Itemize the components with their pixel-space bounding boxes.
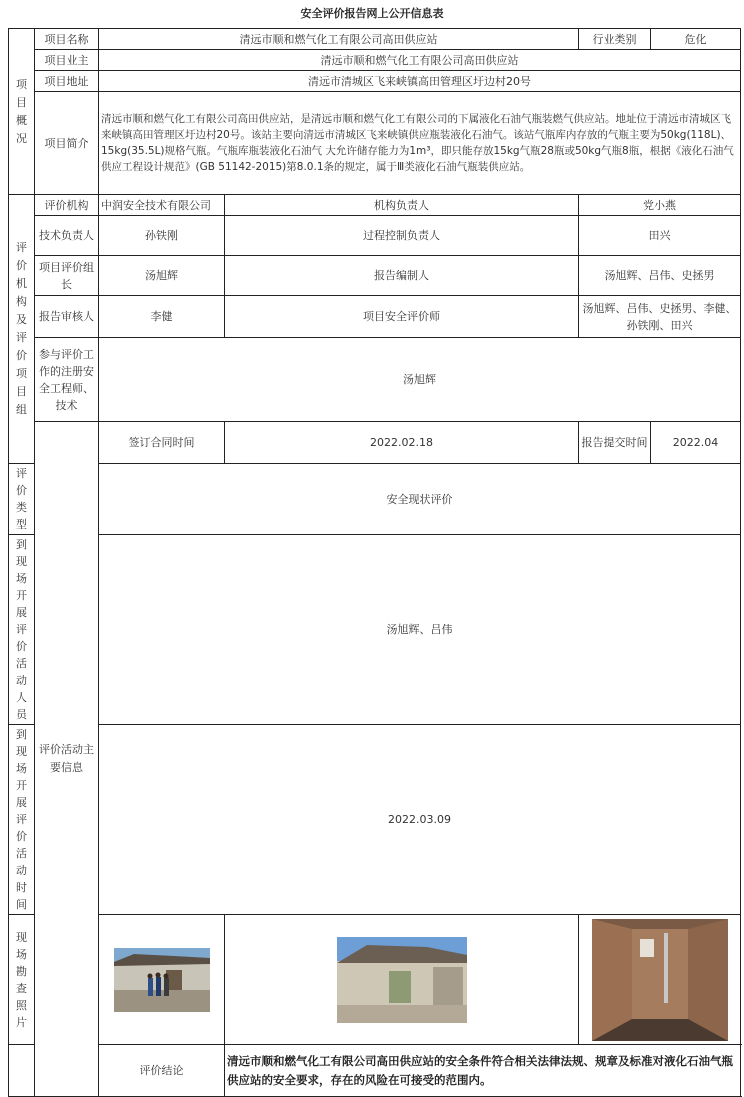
- agency-value: 中润安全技术有限公司: [99, 195, 225, 216]
- site-photo-1: [114, 948, 210, 1012]
- eval-type-value: 安全现状评价: [99, 464, 741, 535]
- project-name-value: 清远市顺和燃气化工有限公司高田供应站: [99, 29, 579, 50]
- photo-cell-1: [99, 915, 225, 1045]
- industry-label: 行业类别: [579, 29, 651, 50]
- agency-head-value: 党小燕: [579, 195, 741, 216]
- page-title: 安全评价报告网上公开信息表: [300, 7, 444, 20]
- industry-value: 危化: [651, 29, 741, 50]
- contract-label: 签订合同时间: [99, 422, 225, 464]
- site-photo-2: [337, 937, 467, 1023]
- conclusion-label: 评价结论: [99, 1045, 225, 1097]
- site-photo-3: [592, 919, 728, 1041]
- project-owner-value: 清远市顺和燃气化工有限公司高田供应站: [99, 50, 741, 71]
- assessor-value: 汤旭辉、吕伟、史拯男、李健、孙铁刚、田兴: [579, 296, 741, 338]
- engineer-label: 参与评价工作的注册安全工程师、技术: [35, 338, 99, 422]
- report-writer-value: 汤旭辉、吕伟、史拯男: [579, 256, 741, 296]
- engineer-value: 汤旭辉: [99, 338, 741, 422]
- contract-value: 2022.02.18: [225, 422, 579, 464]
- conclusion-spacer: [9, 1045, 35, 1097]
- assessor-label: 项目安全评价师: [225, 296, 579, 338]
- reviewer-value: 李健: [99, 296, 225, 338]
- site-photo-label: 现场勘查照片: [9, 915, 35, 1045]
- section-activity: 评价活动主要信息: [35, 422, 99, 1097]
- site-staff-value: 汤旭辉、吕伟: [99, 535, 741, 725]
- project-intro-value: 清远市顺和燃气化工有限公司高田供应站，是清远市顺和燃气化工有限公司的下属液化石油气瓶装燃气供应站。地址位于清远市清城区飞来峡镇高田管理区圩边村20号。该站主要向清远市清城区飞来峡镇供应瓶装液化石油气。该站气瓶库内存放的气瓶主要为50kg(118L)、15kg(35.5L)规格气瓶。气瓶库瓶装液化石油气 大允许储存能力为1m³，即只能存放15kg气瓶28瓶或50kg气瓶8瓶，根据《液化石油气供应工程设计规范》(GB 51142-2015)第8.0.1条的规定，属于Ⅲ类液化石油气瓶装供应站。: [99, 92, 741, 195]
- section-org: 评价机构及评价项目组: [9, 195, 35, 464]
- project-owner-label: 项目业主: [35, 50, 99, 71]
- conclusion-value: 清远市顺和燃气化工有限公司高田供应站的安全条件符合相关法律法规、规章及标准对液化石油气瓶供应站的安全要求，存在的风险在可接受的范围内。: [225, 1045, 741, 1097]
- project-address-value: 清远市清城区飞来峡镇高田管理区圩边村20号: [99, 71, 741, 92]
- project-name-label: 项目名称: [35, 29, 99, 50]
- submit-label: 报告提交时间: [579, 422, 651, 464]
- project-address-label: 项目地址: [35, 71, 99, 92]
- team-lead-label: 项目评价组长: [35, 256, 99, 296]
- agency-head-label: 机构负责人: [225, 195, 579, 216]
- eval-type-label: 评价类型: [9, 464, 35, 535]
- team-lead-value: 汤旭辉: [99, 256, 225, 296]
- site-time-value: 2022.03.09: [99, 725, 741, 915]
- photo-cell-2: [225, 915, 579, 1045]
- photo-cell-3: [579, 915, 741, 1045]
- submit-value: 2022.04: [651, 422, 741, 464]
- process-head-value: 田兴: [579, 216, 741, 256]
- section-overview: 项目概况: [9, 29, 35, 195]
- info-table: [8, 28, 741, 1097]
- report-writer-label: 报告编制人: [225, 256, 579, 296]
- site-staff-label: 到现场开展评价活动人员: [9, 535, 35, 725]
- site-time-label: 到现场开展评价活动时间: [9, 725, 35, 915]
- tech-head-value: 孙铁刚: [99, 216, 225, 256]
- reviewer-label: 报告审核人: [35, 296, 99, 338]
- process-head-label: 过程控制负责人: [225, 216, 579, 256]
- agency-label: 评价机构: [35, 195, 99, 216]
- tech-head-label: 技术负责人: [35, 216, 99, 256]
- project-intro-label: 项目简介: [35, 92, 99, 195]
